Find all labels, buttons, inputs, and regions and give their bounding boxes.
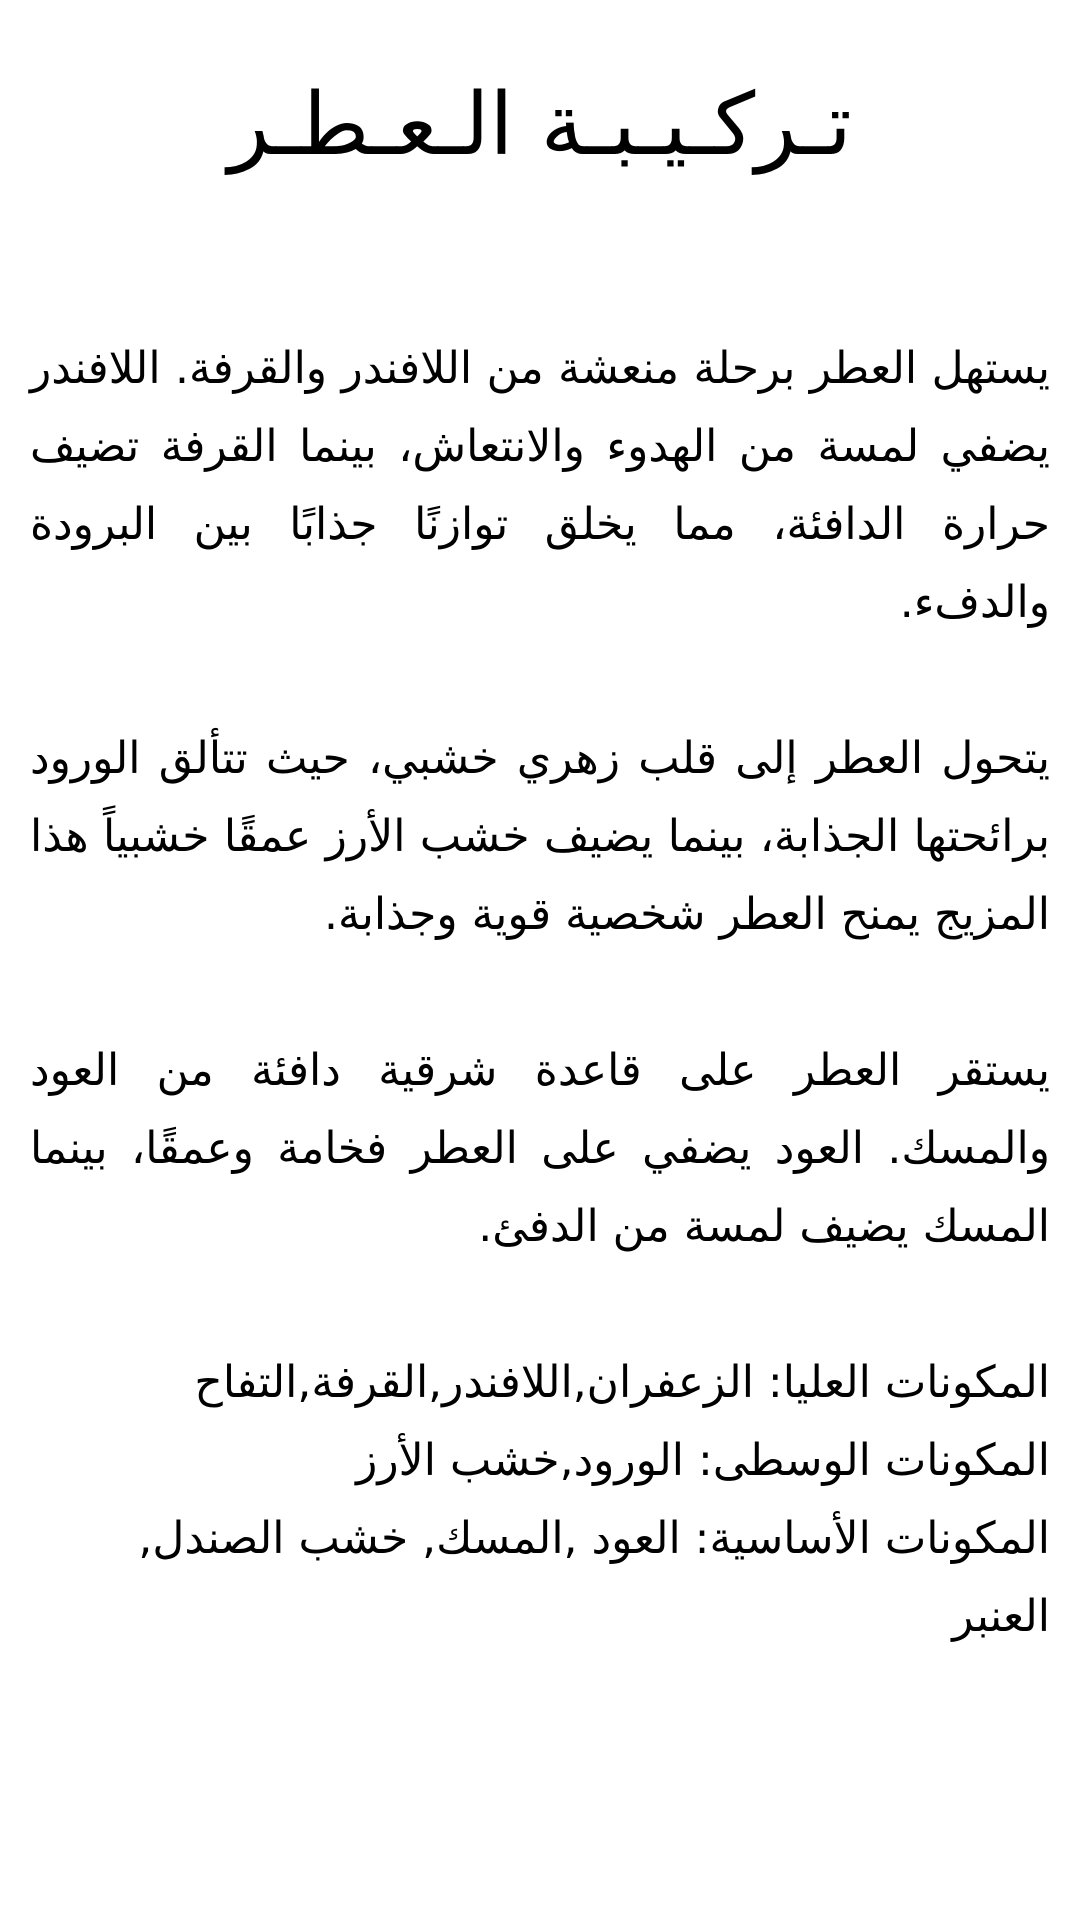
page-title: تـركـيـبـة الـعـطـر <box>228 75 852 175</box>
description-body <box>30 330 1050 1656</box>
paragraph-base-notes: يستقر العطر على قاعدة شرقية دافئة من العود والمسك. العود يضفي على العطر فخامة وعمقًا، بينما المسك يضيف لمسة من الدفئ. <box>30 1045 1050 1252</box>
top-notes-line: المكونات العليا: الزعفران,اللافندر,القرفة,التفاح <box>194 1357 1050 1408</box>
ingredients-list <box>30 1344 1050 1656</box>
base-notes-line: المكونات الأساسية: العود ,المسك, خشب الصندل, العنبر <box>138 1513 1050 1642</box>
paragraph-heart-notes: يتحول العطر إلى قلب زهري خشبي، حيث تتألق الورود برائحتها الجذابة، بينما يضيف خشب الأرز عمقًا خشبياً هذا المزيج يمنح العطر شخصية قوية وجذابة. <box>30 733 1050 940</box>
middle-notes-line: المكونات الوسطى: الورود,خشب الأرز <box>356 1435 1050 1486</box>
paragraph-top-notes: يستهل العطر برحلة منعشة من اللافندر والقرفة. اللافندر يضفي لمسة من الهدوء والانتعاش، بينما القرفة تضيف حرارة الدافئة، مما يخلق توازنًا جذابًا بين البرودة والدفء. <box>30 343 1050 628</box>
